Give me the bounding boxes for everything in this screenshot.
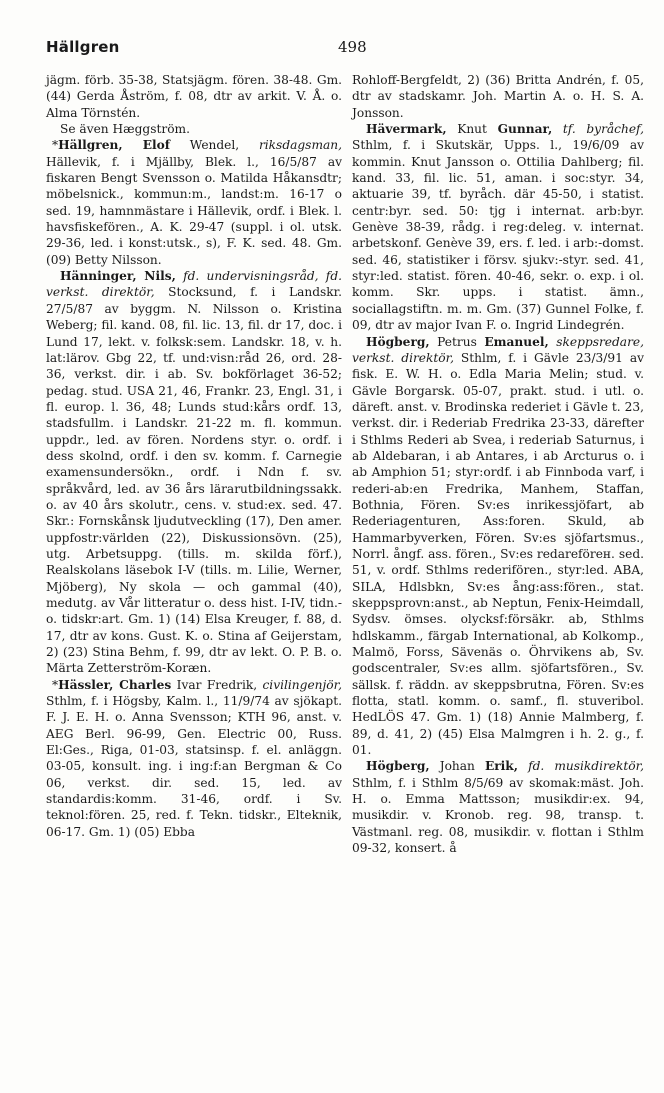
page-header <box>46 38 624 64</box>
entry-title: fd. undervisningsråd, fd. verkst. direktör, <box>46 269 342 300</box>
running-head: Hällgren <box>46 38 120 56</box>
deceased-star: * <box>52 138 59 153</box>
biography-entry <box>352 121 644 333</box>
entry-given-names: Petrus <box>429 334 485 349</box>
biography-entry <box>352 334 644 759</box>
entry-text: Hällevik, f. i Mjällby, Blek. l., 16/5/87 av fiskaren Bengt Svensson o. Matilda Håkansdtr; möbelsnick., kommun:m., landst:m. 16-17 o sed. 19, hamnmästare i Hällevik, ordf. i Blek. l. havsfiskefören., A. K. 29-47 (suppl. i ol. utsk. 29-36, led. i konst:utsk., s), F. K. sed. 48. Gm. (09) Betty Nilsson. <box>46 154 342 267</box>
entry-text: Stocksund, f. i Landskr. 27/5/87 av byggm. N. Nilsson o. Kristina Weberg; fil. kand. 08, fil. lic. 13, fil. dr 17, doc. i Lund 17, lekt. v. folksk:sem. Landskr. 18, v. h. lat:lärov. Gbg 22, tf. und:visn:råd 26, ord. 28-36, verkst. dir. i ab. Sv. bokförlaget 36-52; pedag. stud. USA 21, 46, Frankr. 23, Engl. 31, i fl. europ. l. 36, 48; Lunds stud:kårs ordf. 13, stadsfullm. i Landskr. 21-22 m. fl. kommun. uppdr., led. av fören. Nordens styr. o. ordf. i dess skolnd, ordf. i den sv. komm. f. Carnegie examensundersökn., ordf. i Ndn f. sv. språkvård, led. av 36 års lärarutbildningssakk. o. av 40 års skolutr., cens. v. stud:ex. sed. 47. Skr.: Fornskånsk ljudutveckling (17), Den amer. uppfostr:världen (22), Diskussionsövn. (25), utg. Arbetsuppg. (tills. m. skilda förf.), Realskolans läsebok I-V (tills. m. Lilie, Werner, Mjöberg), Ny skola — och gammal (40), medutg. av Vår litteratur o. dess hist. I-IV, tidn.- o. tidskr:art. Gm. 1) (14) Elsa Kreuger, f. 88, d. 17, dtr av kons. Gust. K. o. Stina af Geijerstam, 2) (23) Stina Behm, f. 99, dtr av lekt. O. P. B. o. Märta Zetterström-Koræn. <box>46 285 342 676</box>
entry-given-names: Knut <box>446 122 498 137</box>
entry-title: tf. byråchef, <box>552 122 645 137</box>
entry-name: Hävermark, <box>366 122 447 137</box>
entry-given-names: Ivar Fredrik, <box>171 677 263 692</box>
see-also-reference <box>46 121 342 137</box>
entry-name: Hässler, Charles <box>58 677 172 692</box>
entry-call-name: Erik, <box>484 759 518 774</box>
page-number: 498 <box>338 38 367 56</box>
biography-entry <box>352 758 644 856</box>
biography-entry <box>46 677 342 840</box>
entry-title: riksdagsman, <box>258 138 342 153</box>
entry-title: civilingenjör, <box>262 677 342 692</box>
biography-entry <box>46 137 342 268</box>
continuation-text: jägm. förb. 35-38, Statsjägm. fören. 38-48. Gm. (44) Gerda Åström, f. 08, dtr av arkit. V. Å. o. Alma Törnstén. <box>46 73 342 120</box>
entry-title: skeppsredare, verkst. direktör, <box>352 334 644 365</box>
left-column <box>46 72 342 840</box>
entry-given-names: Wendel, <box>170 138 259 153</box>
entry-text: Sthlm, f. i Skutskär, Upps. l., 19/6/09 av kommin. Knut Jansson o. Ottilia Dahlberg; fil. kand. 33, fil. lic. 51, aman. i soc:styr. 34, aktuarie 39, tf. byråch. där 45-50, i statist. centr:byr. sed. 50: tjg i internat. arb:byr. Genève 38-39, rådg. i reg:deleg. v. internat. arbetskonf. Genève 39, ers. f. led. i arb:-domst. sed. 46, statistiker i försv. sjukv:-styr. sed. 41, styr:led. statist. fören. 40-46, sekr. o. exp. i ol. komm. Skr. upps. i statist. ämn., sociallagstiftn. m. m. Gm. (37) Gunnel Folke, f. 09, dtr av major Ivan F. o. Ingrid Lindegrén. <box>352 138 644 333</box>
entry-call-name: Gunnar, <box>497 122 553 137</box>
entry-title: fd. musikdirektör, <box>518 759 644 774</box>
entry-given-names <box>176 269 183 283</box>
deceased-star: * <box>52 677 59 692</box>
see-also-text: Se även Hæggström. <box>60 122 190 137</box>
entry-text: Sthlm, f. i Högsby, Kalm. l., 11/9/74 av sjökapt. F. J. E. H. o. Anna Svensson; KTH 96, anst. v. AEG Berl. 96-99, Gen. Electric 00, Russ. El:Ges., Riga, 01-03, statsinsp. f. el. anläggn. 03-05, konsult. ing. i ing:f:an Bergman & Co 06, verkst. dir. sed. 15, led. av standardis:komm. 31-46, ordf. i Sv. teknol:fören. 25, red. f. Tekn. tidskr., Elteknik, 06-17. Gm. 1) (05) Ebba <box>46 694 342 839</box>
entry-name: Högberg, <box>366 334 430 349</box>
entry-text: Sthlm, f. i Sthlm 8/5/69 av skomak:mäst. Joh. H. o. Emma Mattsson; musikdir:ex. 94, musikdir. v. Kronob. reg. 98, transp. t. Västmanl. reg. 08, musikdir. v. flottan i Sthlm 09-32, konsert. å <box>352 775 644 856</box>
entry-call-name: Emanuel, <box>484 334 549 349</box>
entry-name: Hällgren, Elof <box>58 138 171 153</box>
entry-given-names: Johan <box>429 759 485 774</box>
continuation-text: Rohloff-Bergfeldt, 2) (36) Britta Andrén, f. 05, dtr av stadskamr. Joh. Martin A. o. H. S. A. Jonsson. <box>352 73 644 120</box>
entry-text: Sthlm, f. i Gävle 23/3/91 av fisk. E. W. H. o. Edla Maria Melin; stud. v. Gävle Borgarsk. 05-07, prakt. stud. i utl. o. däreft. anst. v. Brodinska rederiet i Gävle t. 23, verkst. dir. i Rederiab Fredrika 23-33, därefter i Sthlms Rederi ab Svea, i rederiab Saturnus, i ab Aldebaran, i ab Antares, i ab Arcturus o. i ab Amphion 51; styr:ordf. i ab Finnboda varf, i rederi-ab:en Fredrika, Manhem, Staffan, Bothnia, Fören. Sv:es inrikessjöfart, ab Rederiagenturen, Ass:foren. Skuld, ab Hammarbyverken, Fören. Sv:es sjöfartsmus., Norrl. ångf. ass. fören., Sv:es redareförен. sed. 51, v. ordf. Sthlms rederifören., styr:led. ABA, SILA, Hdlsbkn, Sv:es ång:ass:fören., stat. skeppsprovn:anst., ab Neptun, Fenix-Heimdall, Sydsv. ömses. olycksf:försäkr. ab, Sthlms hdlskamm., färgab International, ab Kolkomp., Malmö, Forss, Sävenäs o. Öhrvikens ab, Sv. godscentraler, Sv:es allm. sjöfartsfören., Sv. sällsk. f. räddn. av skeppsbrutna, Fören. Sv:es flotta, statl. komm. o. samf., fl. stuveribol. HedLÖS 47. Gm. 1) (18) Annie Malmberg, f. 89, d. 41, 2) (45) Elsa Malmgren i h. 2. g., f. 01. <box>352 350 644 758</box>
entry-name: Högberg, <box>366 759 430 774</box>
right-column <box>352 72 644 857</box>
entry-name: Hänninger, Nils, <box>60 269 176 284</box>
biography-entry <box>46 268 342 677</box>
